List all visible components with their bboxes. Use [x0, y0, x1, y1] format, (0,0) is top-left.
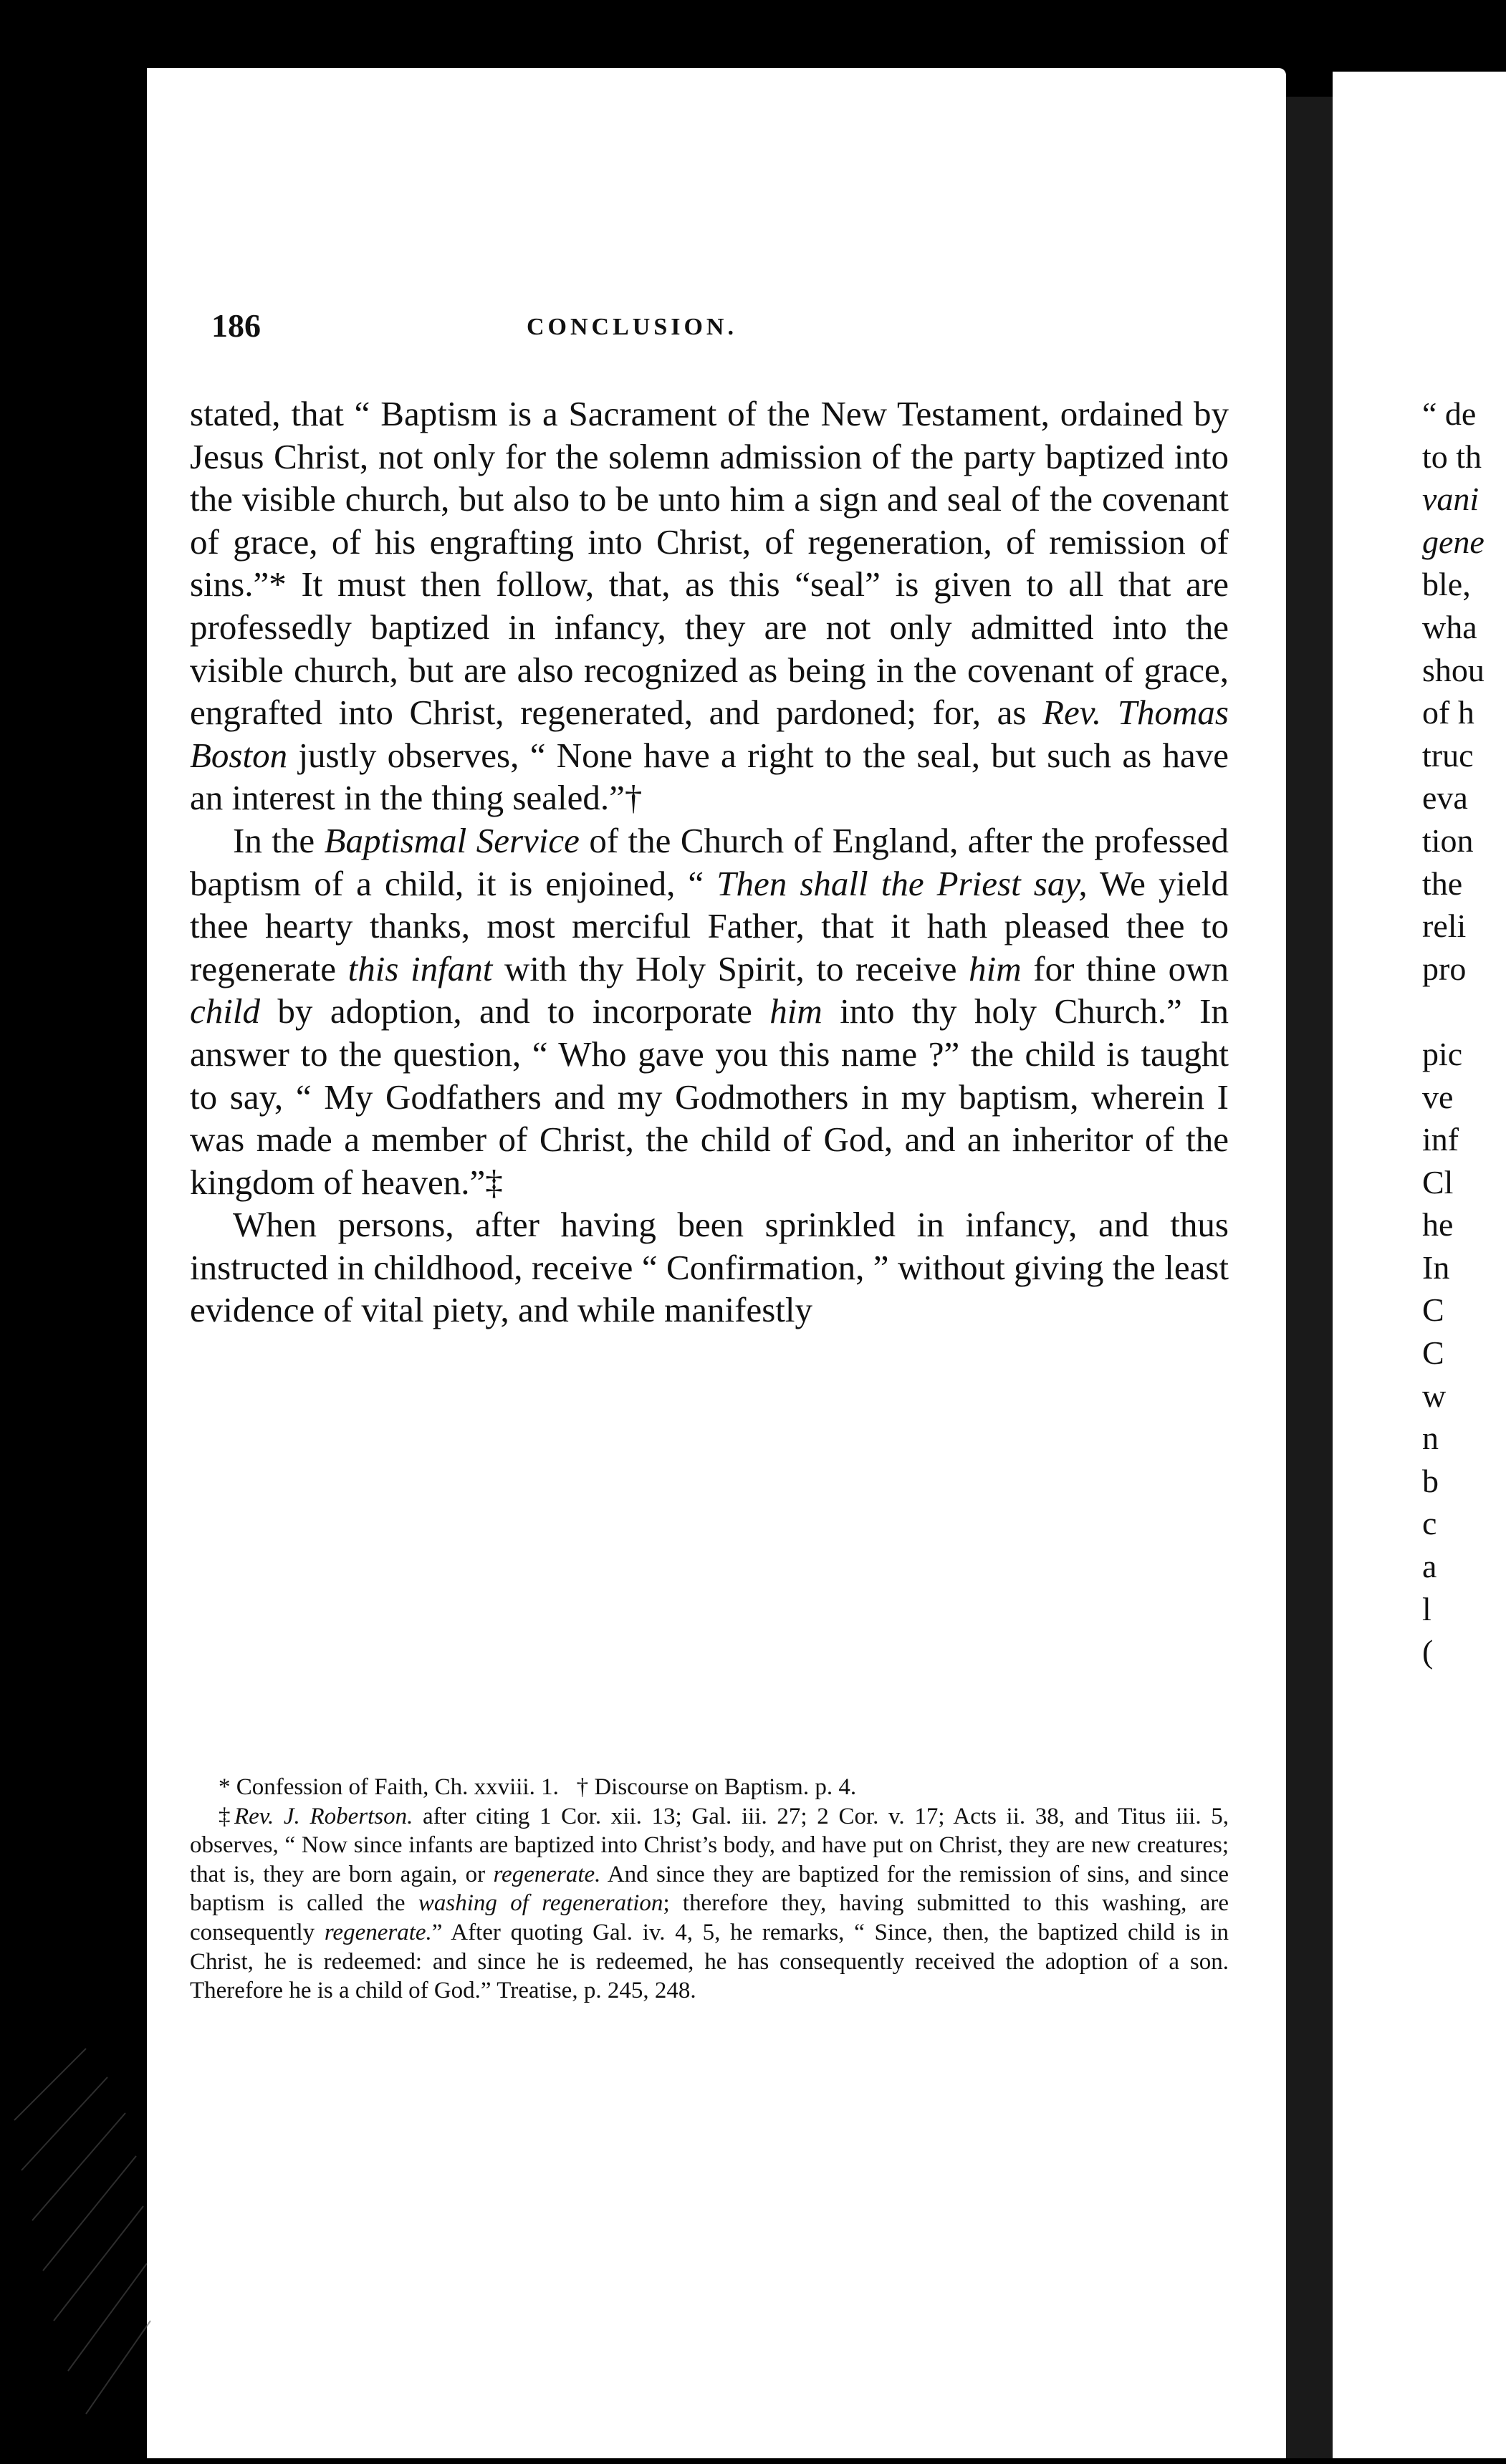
footnotes	[190, 1773, 1229, 2006]
right-page-line: pro	[1422, 950, 1467, 987]
right-page-line: n	[1422, 1420, 1439, 1457]
right-page-line: w	[1422, 1377, 1447, 1414]
right-page-line: c	[1422, 1505, 1437, 1542]
running-head: CONCLUSION.	[527, 314, 737, 340]
footnote-3: ‡Rev. J. Robertson. after citing 1 Cor. xii. 13; Gal. iii. 27; 2 Cor. v. 17; Acts ii. 38, and Titus iii. 5, observes, “ Now since infants are baptized into Christ’s body, and have put on Christ, they are new creatures; that is, they are born again, or regenerate. And since they are baptized for the remission of sins, and since baptism is called the washing of regeneration; therefore they, having submitted to this washing, are consequently regenerate.” After quoting Gal. iv. 4, 5, he remarks, “ Since, then, the baptized child is in Christ, he is redeemed: and since he is redeemed, he has consequently received the adoption of a son. Therefore he is a child of God.” Treatise, p. 245, 248.	[190, 1803, 1229, 2004]
right-page-line: tion	[1422, 822, 1474, 859]
right-page-line: shou	[1422, 651, 1485, 688]
right-page-line: reli	[1422, 908, 1467, 945]
right-page-line: “ de	[1422, 395, 1477, 432]
right-page-line: ve	[1422, 1078, 1454, 1115]
paragraph-1: stated, that “ Baptism is a Sacrament of the New Testament, ordained by Jesus Christ, not only for the solemn admission of the party baptized into the visible church, but also to be unto him a sign and seal of the covenant of grace, of his engrafting into Christ, of regeneration, of remission of sins.”* It must then follow, that, as this “seal” is given to all that are professedly baptized in infancy, they are not only admitted into the visible church, but are also recognized as being in the covenant of grace, engrafted into Christ, regenerated, and pardoned; for, as Rev. Thomas Boston justly observes, “ None have a right to the seal, but such as have an interest in the thing sealed.”†	[190, 394, 1229, 818]
page-curl-marks	[0, 2034, 236, 2464]
page-number: 186	[211, 307, 261, 344]
right-page-line: C	[1422, 1334, 1444, 1372]
right-page-line: of h	[1422, 694, 1474, 731]
right-page-line: inf	[1422, 1121, 1459, 1158]
right-page-line: eva	[1422, 779, 1468, 817]
page-header	[211, 307, 1222, 357]
right-page-line: the	[1422, 865, 1463, 902]
right-page-line: to th	[1422, 438, 1482, 475]
right-page-line: b	[1422, 1462, 1439, 1499]
paragraph-2: In the Baptismal Service of the Church of England, after the professed baptism of a child, it is enjoined, “ Then shall the Priest say, We yield thee hearty thanks, most merciful Father, that it hath pleased thee to regenerate this infant with thy Holy Spirit, to receive him for thine own child by adoption, and to incorporate him into thy holy Church.” In answer to the question, “ Who gave you this name ?” the child is taught to say, “ My Godfathers and my Godmothers in my baptism, wherein I was made a member of Christ, the child of God, and an inheritor of the kingdom of heaven.”‡	[190, 820, 1229, 1202]
right-page-line: gene	[1422, 523, 1485, 560]
body-text	[190, 393, 1229, 1332]
right-page-line: Cl	[1422, 1163, 1454, 1200]
right-page-line: l	[1422, 1590, 1431, 1627]
right-page-line	[1422, 990, 1506, 1033]
right-page-line: (	[1422, 1633, 1434, 1670]
book-spine	[1286, 97, 1333, 2458]
right-page-line: C	[1422, 1291, 1444, 1329]
right-page-line: he	[1422, 1206, 1454, 1243]
right-page-line: truc	[1422, 736, 1474, 774]
right-page-line: pic	[1422, 1035, 1463, 1072]
right-page-text	[1422, 393, 1506, 1673]
right-page-line: wha	[1422, 608, 1477, 645]
right-page-line: vani	[1422, 481, 1479, 518]
paragraph-3: When persons, after having been sprinkled in infancy, and thus instructed in childhood, receive “ Confirmation, ” without giving the least evidence of vital piety, and while manifestly	[190, 1205, 1229, 1330]
footnote-1-2: * Confession of Faith, Ch. xxviii. 1. † Discourse on Baptism. p. 4.	[219, 1774, 857, 1800]
right-page-line: ble,	[1422, 566, 1471, 603]
right-page-line: In	[1422, 1248, 1450, 1286]
right-page-line: a	[1422, 1548, 1437, 1585]
